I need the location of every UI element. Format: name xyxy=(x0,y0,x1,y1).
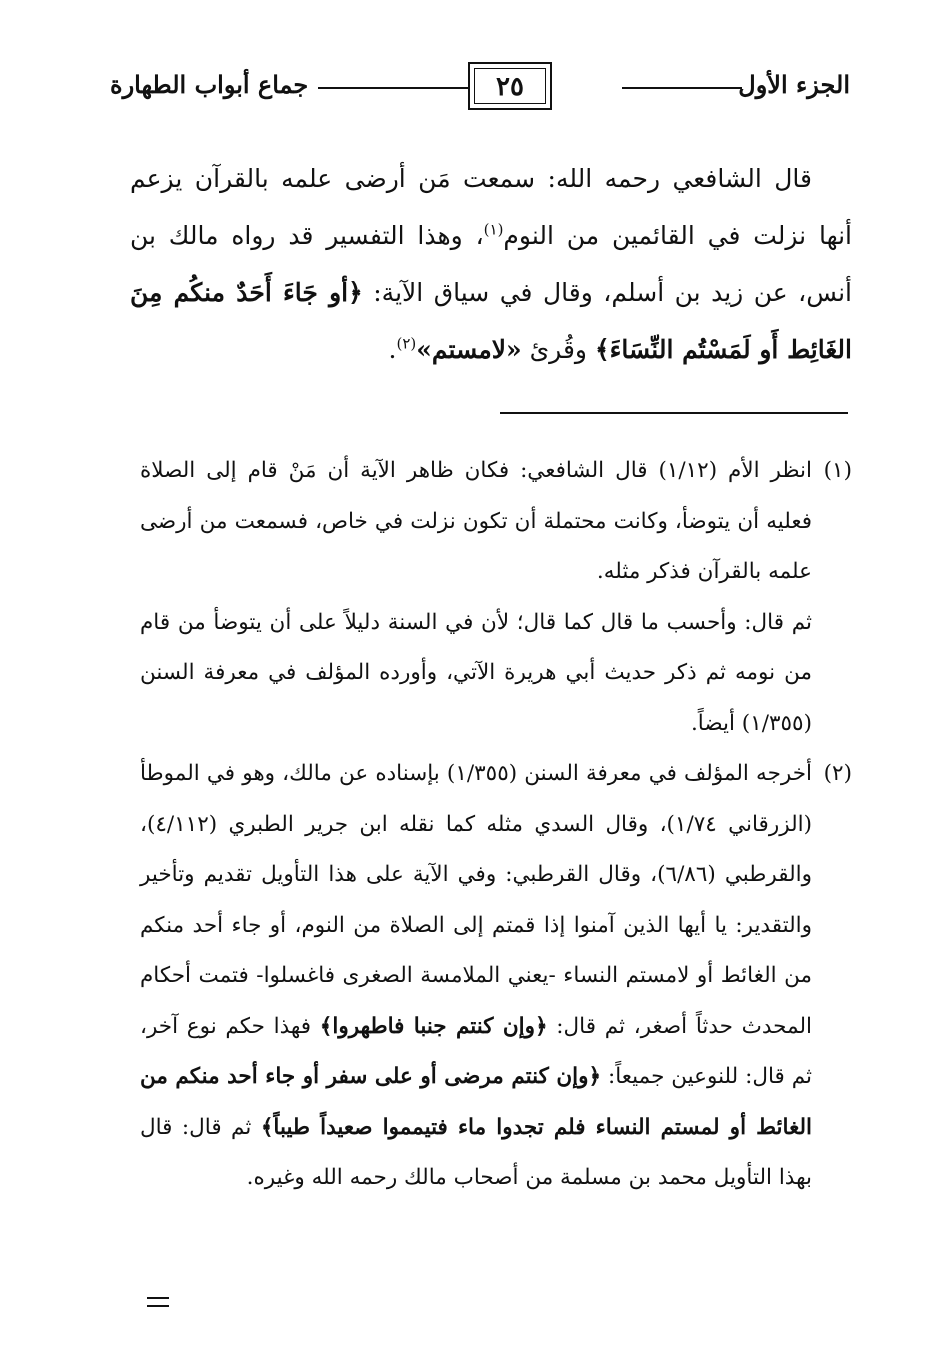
footnote-text-run: ثم قال: قال بهذا التأويل محمد بن مسلمة من أصحاب مالك رحمه الله وغيره. xyxy=(140,1114,812,1190)
quran-quote: ﴿أو جَاءَ أَحَدٌ منكُم مِنَ الغَائِط أَو لَمَسْتُم النِّسَاءَ﴾ xyxy=(130,278,852,364)
footnote-ref-1: (١) xyxy=(483,220,504,239)
continuation-mark xyxy=(147,1297,169,1307)
footnote-number: (٢) xyxy=(823,761,852,786)
footnote-paragraph: ثم قال: وأحسب ما قال كما قال؛ لأن في السنة دليلاً على أن يتوضأ من قام من نومه ثم ذكر حديث أبي هريرة الآتي، وأورده المؤلف في معرفة السنن (١/٣٥٥) أيضاً. xyxy=(140,609,812,736)
main-text xyxy=(130,150,852,378)
chapter-label: جماع أبواب الطهارة xyxy=(110,70,309,99)
footnote-paragraph: انظر الأم (١/١٢) قال الشافعي: فكان ظاهر الآية أن مَنْ قام إلى الصلاة فعليه أن يتوضأ، وكانت محتملة أن تكون نزلت في خاص، فسمعت من أرضى علمه بالقرآن فذكر مثله. xyxy=(140,458,812,584)
footnote-1 xyxy=(140,446,852,749)
volume-label: الجزء الأول xyxy=(738,70,850,99)
header-rule-left xyxy=(318,87,468,89)
quran-quote: ﴿وإن كنتم مرضى أو على سفر أو جاء أحد منكم من الغائط أو لمستم النساء فلم تجدوا ماء فتيمموا صعيداً طيباً﴾ xyxy=(140,1064,812,1140)
footnote-number: (١) xyxy=(823,458,852,483)
quran-quote: ﴿وإن كنتم جنبا فاطهروا﴾ xyxy=(319,1013,548,1039)
footnote-text-run: أخرجه المؤلف في معرفة السنن (١/٣٥٥) بإسناده عن مالك، وهو في الموطأ (الزرقاني ١/٧٤)، وقال السدي مثله كما نقله ابن جرير الطبري (٤/١١٢)، والقرطبي (٦/٨٦)، وقال القرطبي: وفي الآية على هذا التأويل تقديم وتأخير والتقدير: يا أيها الذين آمنوا إذا قمتم إلى الصلاة من النوم، أو جاء أحد منكم من الغائط أو لامستم النساء -يعني الملامسة الصغرى فاغسلوا- فتمت أحكام المحدث حدثاً أصغر، ثم قال: xyxy=(140,761,813,1039)
main-text-run: . xyxy=(388,335,397,364)
main-text-run: وقُرئ xyxy=(521,335,595,364)
reading-variant: «لامستم» xyxy=(416,335,522,364)
page-header xyxy=(100,62,850,122)
main-paragraph xyxy=(130,150,852,378)
footnote-2 xyxy=(140,749,852,1204)
page-number-box xyxy=(468,62,552,110)
main-text-run: أنس، عن زيد بن أسلم، وقال في سياق الآية: xyxy=(362,278,853,307)
page-number: ٢٥ xyxy=(496,72,524,102)
header-rule-right xyxy=(622,87,742,89)
footnote-separator xyxy=(500,412,848,414)
footnote-text-run: فهذا حكم نوع آخر، ثم قال: للنوعين جميعاً: xyxy=(140,1013,812,1089)
footnotes xyxy=(140,446,852,1204)
footnote-paragraph xyxy=(140,749,812,1204)
main-text-run: قال الشافعي رحمه الله: سمعت مَن أرضى علمه بالقرآن يزعم xyxy=(130,164,812,193)
footnote-ref-2: (٢) xyxy=(396,334,417,353)
main-text-run: أنها نزلت في القائمين من النوم xyxy=(503,221,852,250)
main-text-run: ، وهذا التفسير قد رواه مالك بن xyxy=(130,221,484,250)
